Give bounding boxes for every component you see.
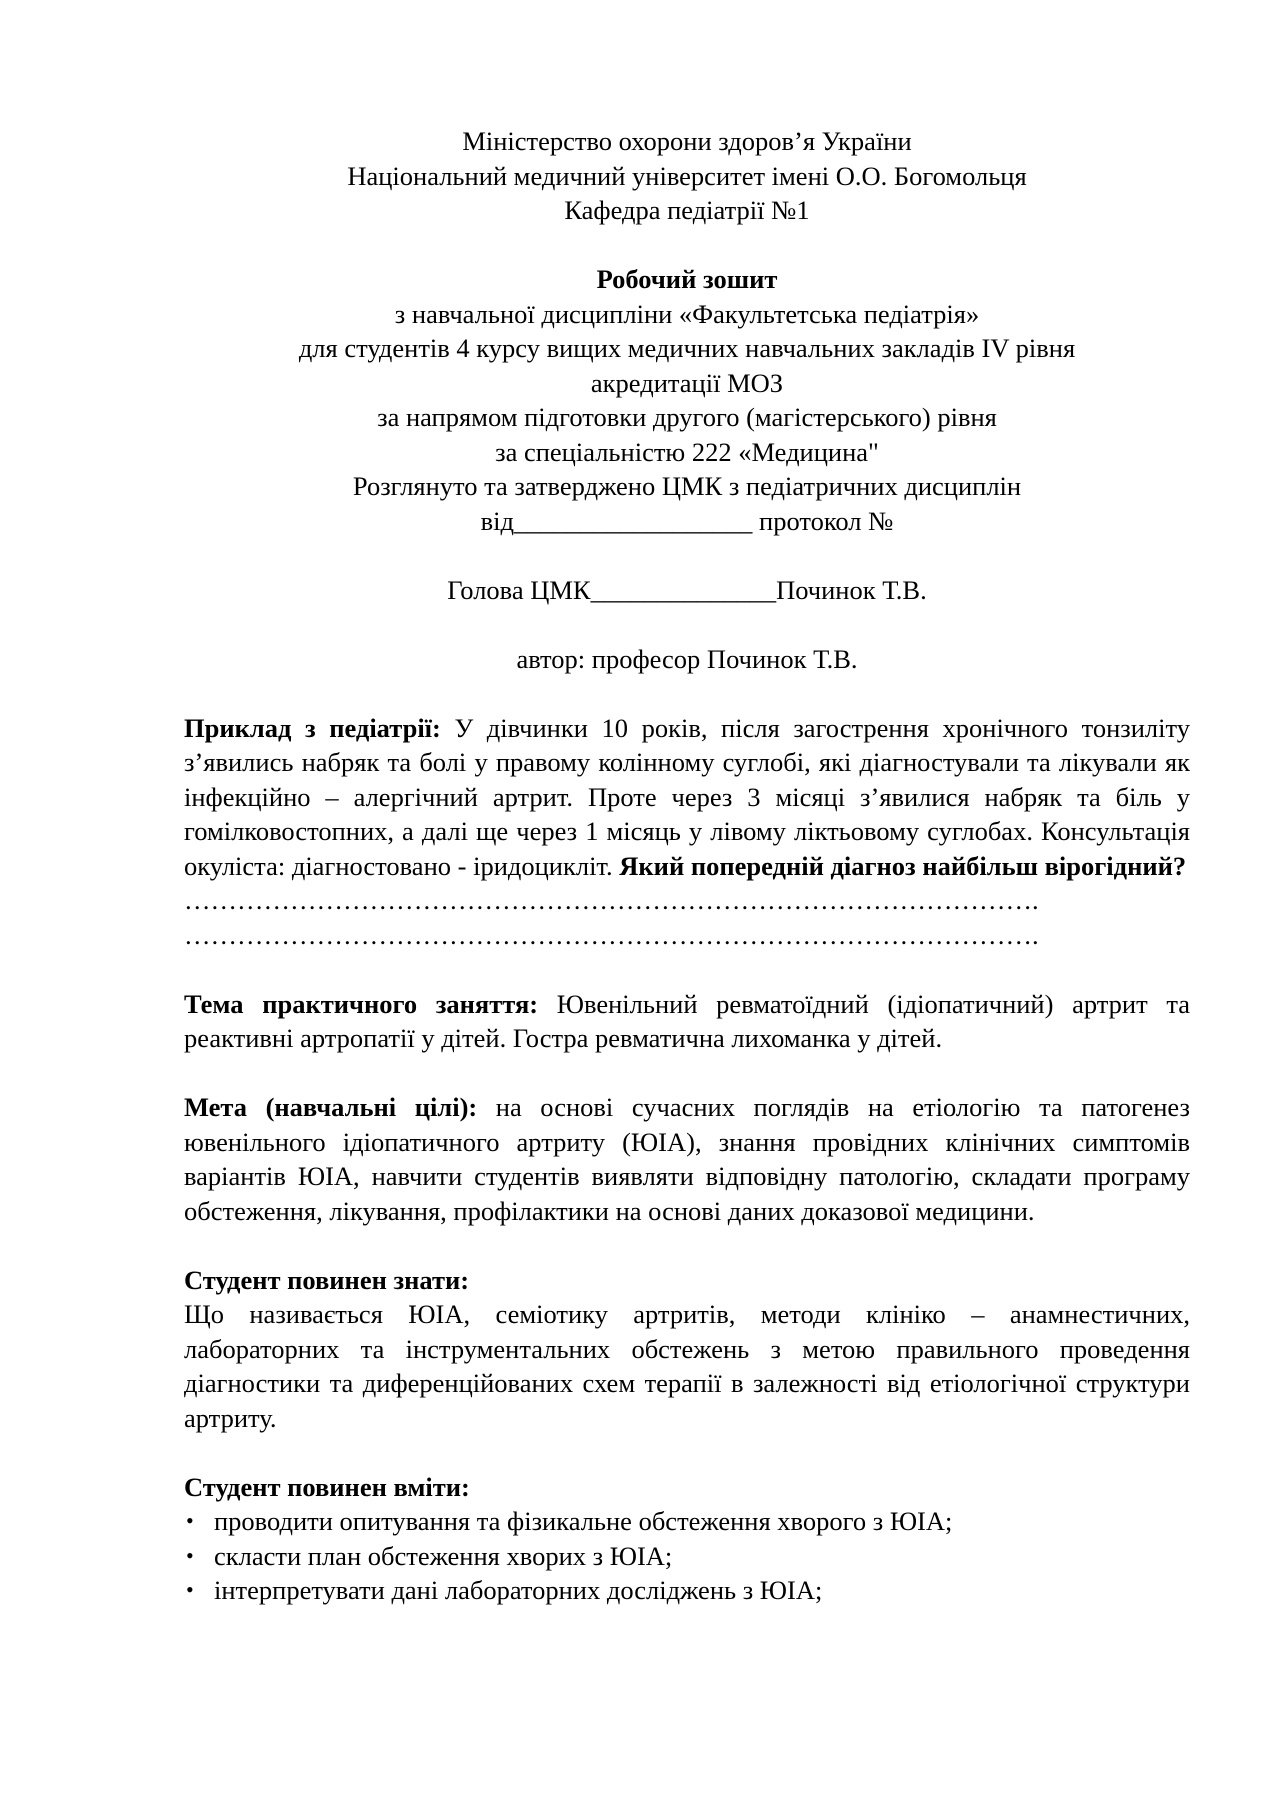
approval-line: Розглянуто та затверджено ЦМК з педіатричних дисциплін — [352, 471, 1022, 501]
know-text: Що називається ЮІА, семіотику артритів, методи клініко – анамнестичних, лабораторних та інструментальних обстежень з метою правильного проведення діагностики та диференційованих схем терапії в залежності від етіологічної структури артриту. — [184, 1299, 1190, 1433]
example-text: У дівчинки 10 років, після загострення хронічного тонзиліту з’явились набряк та болі у правому колінному суглобі, які діагностували та лікували як інфекційно – алергічний артрит. Проте через 3 місяці з’явилися набряк та біль у гомілковостопних, а далі ще через 1 місяць у лівому ліктьовому суглобах. Консультація окуліста: діагностовано - іридоцикліт. — [184, 712, 1190, 881]
example-question: Який попередній діагноз найбільш вірогідний? — [619, 850, 1187, 881]
author-line: автор: професор Починок Т.В. — [516, 643, 858, 674]
list-item: • інтерпретувати дані лабораторних досліджень з ЮІА; — [184, 1573, 1190, 1608]
bullet-icon: • — [186, 1508, 194, 1533]
university-line: Національний медичний університет імені О.О. Богомольця — [347, 160, 1027, 191]
document-body — [184, 124, 1190, 1608]
department-line: Кафедра педіатрії №1 — [564, 195, 810, 225]
spacer — [184, 607, 1190, 642]
spacer — [184, 1056, 1190, 1091]
skills-heading: Студент повинен вміти: — [184, 1471, 470, 1502]
protocol-line: від__________________ протокол № — [480, 505, 894, 536]
list-item: • проводити опитування та фізикальне обстеження хворого з ЮІА; — [184, 1504, 1190, 1539]
topic-paragraph — [184, 987, 1190, 1056]
ministry-line: Міністерство охорони здоров’я України — [462, 126, 912, 156]
answer-dots-line: ……………………………………………………………………………………. — [184, 919, 1039, 950]
example-label: Приклад з педіатрії: — [184, 712, 441, 743]
goal-paragraph — [184, 1090, 1190, 1228]
spacer — [184, 538, 1190, 573]
answer-dots-line: ……………………………………………………………………………………. — [184, 885, 1039, 915]
spacer — [184, 228, 1190, 263]
list-item: • скласти план обстеження хворих з ЮІА; — [184, 1539, 1190, 1574]
specialty-line: за спеціальністю 222 «Медицина" — [495, 436, 879, 467]
goal-text: на основі сучасних поглядів на етіологію та патогенез ювенільного ідіопатичного артриту (ЮІА), знання провідних клінічних симптомів варіантів ЮІА, навчити студентів виявляти відповідну патологію, складати програму обстеження, лікування, профілактики на основі даних доказової медицини. — [184, 1092, 1190, 1226]
audience-line: для студентів 4 курсу вищих медичних навчальних закладів IV рівня — [298, 333, 1076, 363]
example-paragraph — [184, 711, 1190, 884]
workbook-title: Робочий зошит — [596, 264, 778, 294]
accreditation-line: акредитації МОЗ — [590, 367, 784, 398]
skills-list — [184, 1504, 1190, 1608]
spacer — [184, 676, 1190, 711]
bullet-icon: • — [186, 1542, 194, 1568]
topic-text: Ювенільний ревматоїдний (ідіопатичний) артрит та реактивні артропатії у дітей. Гостра ревматична лихоманка у дітей. — [184, 988, 1190, 1053]
spacer — [184, 1435, 1190, 1470]
commission-head-signature: Голова ЦМК______________Починок Т.В. — [447, 574, 927, 605]
bullet-icon: • — [186, 1577, 194, 1602]
topic-label: Тема практичного заняття: — [184, 988, 539, 1019]
know-heading: Студент повинен знати: — [184, 1264, 470, 1295]
spacer — [184, 952, 1190, 987]
discipline-line: з навчальної дисципліни «Факультетська педіатрія» — [394, 298, 980, 329]
degree-line: за напрямом підготовки другого (магістерського) рівня — [377, 402, 997, 432]
spacer — [184, 1228, 1190, 1263]
goal-label: Мета (навчальні цілі): — [184, 1092, 478, 1122]
